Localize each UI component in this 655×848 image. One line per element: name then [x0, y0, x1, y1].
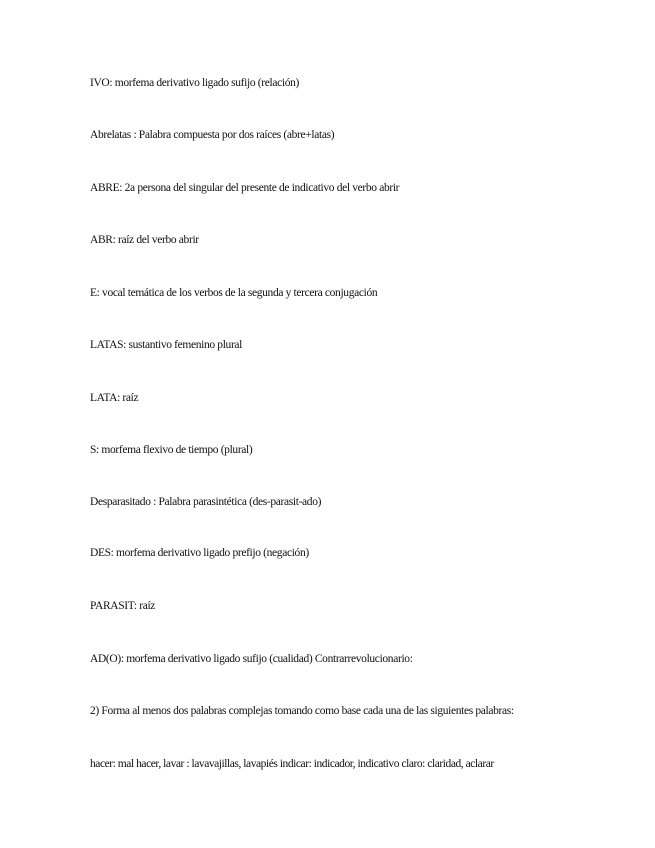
- text-line: ABRE: 2a persona del singular del presente de indicativo del verbo abrir: [90, 182, 400, 194]
- text-line: E: vocal temática de los verbos de la segunda y tercera conjugación: [90, 287, 378, 299]
- text-line: LATA: raíz: [90, 392, 139, 404]
- text-line: Abrelatas : Palabra compuesta por dos raíces (abre+latas): [90, 129, 335, 141]
- text-line: IVO: morfema derivativo ligado sufijo (relación): [90, 77, 299, 89]
- text-line: Desparasitado : Palabra parasintética (des-parasit-ado): [90, 496, 322, 508]
- text-line: ABR: raíz del verbo abrir: [90, 234, 199, 246]
- text-line: S: morfema flexivo de tiempo (plural): [90, 444, 253, 456]
- text-line: PARASIT: raíz: [90, 600, 156, 612]
- text-line: 2) Forma al menos dos palabras complejas tomando como base cada una de las siguientes palabras:: [90, 705, 514, 717]
- text-line: DES: morfema derivativo ligado prefijo (negación): [90, 547, 309, 559]
- text-line: hacer: mal hacer, lavar : lavavajillas, lavapiés indicar: indicador, indicativo claro: claridad, aclarar: [90, 758, 494, 770]
- text-line: LATAS: sustantivo femenino plural: [90, 339, 243, 351]
- text-line: AD(O): morfema derivativo ligado sufijo (cualidad) Contrarrevolucionario:: [90, 653, 413, 665]
